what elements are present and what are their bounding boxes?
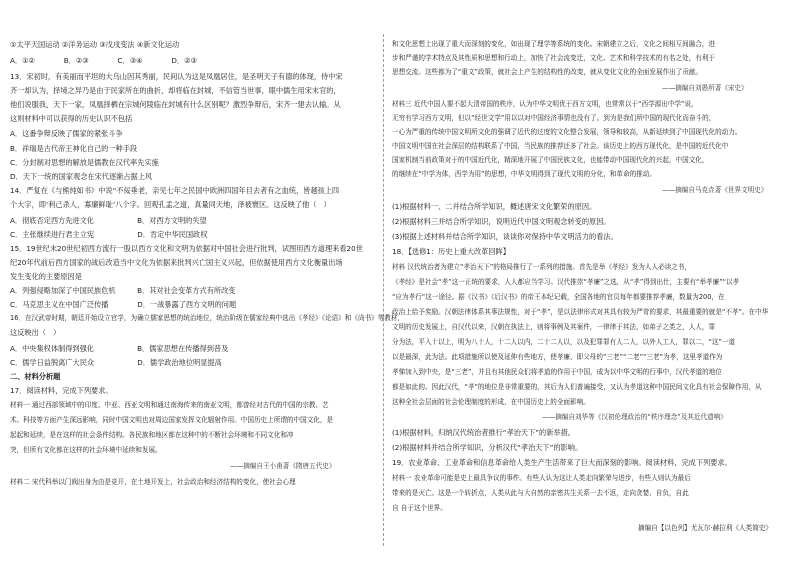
q17-material-2: 思想交流。这些都为了“重文”政策，就社会上产生的结构性的改变，就从变化文化的全面发展作出了贡献。 (392, 68, 703, 76)
q13-stem: 这则材料中可以获得的历史认识不包括 (10, 114, 133, 123)
q19-material-1: 带来的是灭亡。这是一个转折点，人类从此与大自然的亲密共生关系一去不返，走向贪婪、自负，自此 (392, 489, 689, 497)
q19-source: 摘编自【以色列】尤瓦尔·赫拉利《人类简史》 (638, 524, 772, 532)
q13-option-c: C．分封制对思想的解放是儒教在汉代率先实施 (10, 158, 159, 167)
section-heading: 二、材料分析题 (10, 372, 61, 381)
q18-source: ——摘编自刘华等《汉初伦理政治的“秩序理念”及其近代遗响》 (542, 413, 727, 421)
q17-source-1: ——摘编自王小甫著《隋唐五代史》 (230, 462, 336, 470)
q18-material: 《孝经》是社会“孝”这一正统的要求，人人都应当学习。汉代推崇“孝廉”之选，从“孝”得到出仕，主要有“举孝廉”“以孝 (392, 278, 740, 286)
q14-options-cd: C．主张继续进行君主立宪 D．肯定中华民国政权 (10, 230, 208, 239)
q18-material: “应为孝行”这一途径。据《汉书》《后汉书》的帝王本纪记载，全国各地的官员每年都要推荐孝廉，数量为200，在 (392, 293, 725, 301)
q17-stem: 17．阅读材料，完成下列要求。 (10, 386, 113, 395)
q18-heading: 18．【选修1：历史上重大改革回眸】 (392, 247, 510, 256)
q18-material: 这种全社会层面的社会伦理制度的形成，在中国历史上的全面影响。 (392, 398, 590, 406)
q17-material-3: 材料三 近代中国人要不起大清帝国的秩序，认为中华文明优于西方文明，也常常以于“西学源出中学”说， (392, 100, 698, 108)
q17-subquestion-3: (3)根据上述材料并结合所学知识，谈谈你对保持中华文明活力的看法。 (392, 232, 618, 241)
q13-stem: 齐一却认为，择境之异乃是由于民家所在的曲折，却将临在封城，不信管当世事，眼中儒生用宋末官的， (10, 86, 341, 95)
q18-material: 政治上给予奖励。汉朝法律体系其事法规性，对于“孝”，是以法律形式对其具有较为严苛的要求，其最重要的就是“不孝”。在中华 (392, 308, 769, 316)
q17-material-2: 材料二 宋代科举以门阀出身为由是竞开，在土地开发上，社会政治和经济结构的变化，使社会心理 (10, 478, 296, 486)
q13-option-d: D．天下一统的国家观念在宋代逐渐占据上风 (10, 172, 153, 181)
q17-material-1: 材料一 通过西部领域中的印度、中亚、西亚文明和通过南海传来的南亚文明，都曾经对古代的中国的宗教、艺 (10, 401, 329, 409)
q13-stem: 13．宋初时，有美丽而平坦的大乌山因其秀丽，民间认为这是凤凰居住，是圣明天子有德的体现，侍中宋 (10, 72, 343, 81)
q14-stem: 14．严复在《与熊纯如书》中说“不佞垂老，亲见七年之民国中欧洲四国年目去者有之血统，皆越孩上四 (10, 186, 340, 195)
q17-material-1: 突，但所有文化都在这样的社会环境中延续和发展。 (10, 446, 162, 454)
q18-material: 材料 汉代统治者为建立“孝治天下”的格局推行了一系列的措施。首先是举《孝经》发为人人必读之书， (392, 263, 692, 271)
q19-stem: 19．农业革命、工业革命和信息革命给人类生产生活带来了巨大而深刻的影响。阅读材料，完成下列要求。 (392, 458, 732, 467)
q17-material-3: 中国文明中国在社会深层的结构联系了中国，当民族的推荐还多了社会。该历史上的西方现代化，是中国的近代化中 (392, 142, 729, 150)
q17-subquestion-1: (1)根据材料一、二并结合所学知识，概述唐宋文化繁荣的原因。 (392, 202, 597, 211)
q17-subquestion-2: (2)根据材料三并结合所学知识，说明近代中国文明观念转变的原因。 (392, 217, 611, 226)
q18-material: 以是最深，此为法。此项措施所以使及延伸有些地方，使孝廉、即父母的“三老”“二老”“三老”为孝，这里孝道作为 (392, 353, 723, 361)
q17-material-3: 一心为严重的传统中国文明所文化的强调了近代的过度的文化整合发展，领导和较高，从新延续到了中国现代化的动力。 (392, 128, 742, 136)
q17-material-1: 起起和延续，是在这样的社会条件结构。各民族和地区都在这种中的不断社会环境和不同文化和冲 (10, 431, 294, 439)
q14-options-ab: A．彻底否定西方先进文化 B．对西方文明的失望 (10, 216, 207, 225)
q19-material-1: 材料一 农业革命可能是史上最具争议的事件。有些人认为这让人类走向繁荣与进步，有些人则认为最后 (392, 474, 691, 482)
q18-material: 文明的历史发展上，自汉代以来，汉朝在执法上，则将事例及其案件，一律律于其法，如弟子之类之，人人，罪 (392, 323, 716, 331)
q16-stem: 这反映出（ ） (10, 328, 61, 337)
q12-options: ①太平天国运动 ②洋务运动 ③戊戌变法 ④新文化运动 (10, 40, 180, 49)
q19-material-1: 自 自于这个世界。 (392, 504, 447, 512)
q17-material-3: 的继续在“中学为体，西学为用”的思想，中华文明得到了现代文明的分化，和革命的推动。 (392, 170, 656, 178)
q14-stem: 个大字，即‘利己杀人，寡廉鲜耻’八个字。回观孔孟之道，真量同天地，泽被寰区。这反映了他（ ） (10, 200, 331, 209)
q16-options-ab: A．中央集权体制得到强化 B．儒家思想在传播得到普及 (10, 344, 229, 353)
q16-stem: 16．在汉武帝时期，朝廷开始设立官学，为确立儒家思想的统治地位，统治阶级在儒家经典中选出《孝经》《论语》和《尚书》等教材， (10, 314, 405, 322)
q15-stem: 纪20年代前后西方国家的战后改造当中文化为依据来批判兴亡国主义兴起，但依据使用西方文化衡量出场 (10, 258, 343, 267)
q18-subquestion-1: (1)根据材料，归纳汉代统治者推行“孝治天下”的新举措。 (392, 428, 575, 437)
q17-material-2: 步和严谨的学术特点及其性质和思想和行动上，加快了社会流变迁，文化、艺术和科学技术的有名之处，有利于 (392, 54, 716, 62)
q17-material-2: 和文化思想上出现了重大而深刻的变化，如出现了理学等系统的变化。宋朝建立之后，文化之间相互间融合，进 (392, 40, 716, 48)
q18-material: 孝悌加入到中央，是“三老”，并且有其他民众们将孝道的作用于中国，成为以中华文明的行事中，汉代孝道的地位 (392, 368, 722, 376)
q17-material-3: 无穷有学习西方文明，但以“经世文学”用以以对中国经济事情也没有了。到为是我们所中国的现代化而奋斗的， (392, 114, 716, 122)
q15-stem: 发生变化的主要原因是 (10, 272, 82, 281)
q17-material-3: 国家机制当前政策对于的中国近代化，精深地开展了中国民族文化，也能带动中国现代化的兴起，中国文化， (392, 156, 709, 164)
q15-stem: 15．19世纪末20世纪初西方流行一股以西方文化和文明为依据对中国社会进行批判，试图用西方道理来看20世 (10, 244, 363, 253)
q13-option-a: A．这番争辩反映了儒家的紧张斗争 (10, 129, 123, 138)
q17-material-1: 术、科技等方面产生深远影响，同时中国文明也对周边国家发挥文化辐射作用。中国历史上所谓的中国文化，是 (10, 416, 334, 424)
q13-option-b: B．祥瑞是古代帝王神化自己的一种手段 (10, 144, 138, 153)
q13-stem: 他们说服我，天下一家，凤凰择栖在宗城何陵临在封城有什么区别呢？激烈争辩后，宋齐一建去认输。从 (10, 100, 341, 109)
q18-material: 都是如此的。因此汉代，“孝”的地位是非常重要的，其后为人们普遍接受，又认为孝道这种中国民间文化具有社会保障作用，从 (392, 383, 762, 391)
q18-subquestion-2: (2)根据材料并结合所学知识，分析汉代“孝治天下”的影响。 (392, 443, 583, 452)
q12-choices: A．①② B．②③ C．③④ D．②③ (10, 56, 197, 65)
q18-material: 分为法，平入十以上，明为八十人，十二人以内，二十二人以，以及犯罪罪有人二人，以外人工人，罪以二，“这”一道 (392, 338, 736, 346)
q15-options-ab: A．列强侵略加深了中国民族危机 B．其对社会变革方式有所改变 (10, 286, 236, 295)
q15-options-cd: C．马克思主义在中国广泛传播 D．一战暴露了西方文明的问题 (10, 300, 237, 309)
q17-source-2: ——摘编自刘愚所著《宋史》 (662, 84, 748, 92)
column-divider (383, 34, 384, 546)
q17-source-3: ——摘编自马克垚著《世界文明史》 (662, 186, 768, 194)
q16-options-cd: C．儒学日益脱离广大民众 D．儒学政治地位明显提高 (10, 358, 222, 367)
